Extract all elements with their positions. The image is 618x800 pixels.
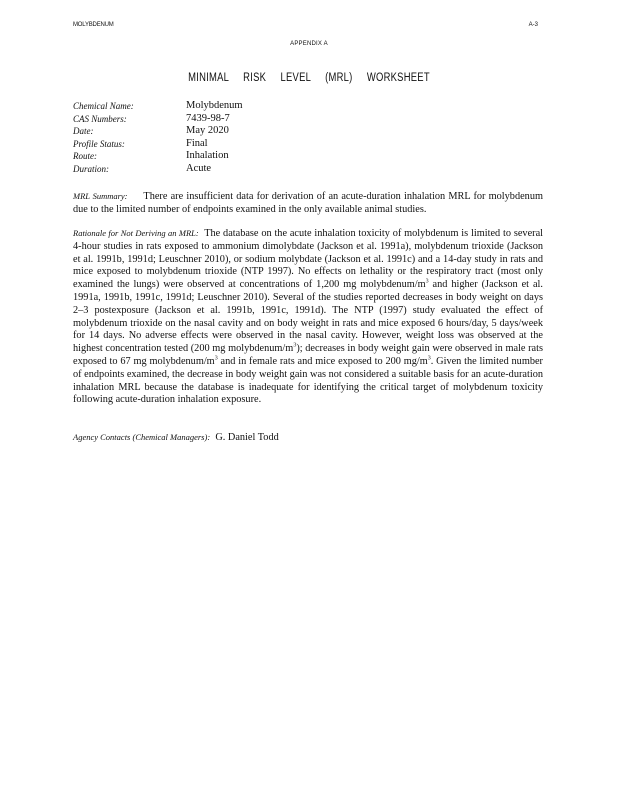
meta-row-status	[73, 138, 243, 151]
meta-label: Date:	[73, 126, 94, 137]
page-number: A-3	[528, 22, 538, 28]
meta-label: Profile Status:	[73, 138, 125, 149]
metadata-table	[73, 100, 243, 176]
meta-row-duration	[73, 163, 243, 176]
meta-value: Final	[186, 137, 208, 149]
rationale-label: Rationale for Not Deriving an MRL:	[73, 228, 199, 238]
rationale-paragraph	[73, 227, 543, 407]
meta-value: Acute	[186, 162, 212, 174]
rationale-text-2: and higher (Jackson et al. 1991a, 1991b, 1991c, 1991d; Leuschner 2010). Several of the studies reported decreases in body weight on days 2–3 postexposure (Jackson et al. 1991b, 1991c, 1991d). The NTP (1997) study evaluated the effect of molybdenum trioxide on the nasal cavity and on body weight in rats and mice exposed 6 hours/day, 5 days/week for 14 days. No adverse effects were observed in the nasal cavity. However, weight loss was observed at the highest concentration tested (200 mg molybdenum/m	[73, 279, 543, 355]
meta-row-date	[73, 125, 243, 138]
meta-label: Route:	[73, 151, 97, 162]
rationale-text-5: . Given the limited number of endpoints examined, the decrease in body weight gain was not considered a suitable basis for an acute-duration inhalation MRL because the database is inadequate for identifying the critical target of molybdenum toxicity following acute-duration inhalation exposure.	[73, 355, 543, 406]
meta-label: Duration:	[73, 163, 109, 174]
rationale-text-3: ); decreases in body weight gain were observed in male rats exposed to 67 mg molybdenum/m	[73, 343, 543, 367]
summary-text: There are insufficient data for derivation of an acute-duration inhalation MRL for molybdenum due to the limited number of endpoints examined in the only available animal studies.	[73, 191, 543, 215]
rationale-text-1: The database on the acute inhalation toxicity of molybdenum is limited to several 4-hour studies in rats exposed to ammonium dimolybdate (Jackson et al. 1991a), molybdenum trioxide (Jackson et al. 1991b, 1991d; Leuschner 2010), or sodium molybdate (Jackson et al. 1991c) and a 14-day study in rats and mice exposed to molybdenum trioxide (NTP 1997). No effects on lethality or the respiratory tract (most only examined the lungs) were observed at concentrations of 1,200 mg molybdenum/m	[73, 228, 544, 291]
meta-row-chemical	[73, 100, 243, 113]
meta-value: 7439-98-7	[186, 112, 230, 124]
superscript: 3	[214, 355, 218, 362]
meta-label: CAS Numbers:	[73, 113, 127, 124]
appendix-label: APPENDIX A	[290, 41, 328, 47]
mrl-summary	[73, 190, 543, 217]
meta-value: Inhalation	[186, 150, 229, 162]
meta-label: Chemical Name:	[73, 101, 134, 111]
summary-label: MRL Summary:	[73, 191, 128, 201]
rationale-text-4: and in female rats and mice exposed to 200 mg/m	[217, 355, 428, 367]
meta-row-cas	[73, 113, 243, 126]
meta-value: May 2020	[186, 125, 229, 137]
agency-value: G. Daniel Todd	[215, 432, 279, 443]
meta-row-route	[73, 150, 243, 163]
superscript: 3	[293, 342, 297, 349]
meta-value: Molybdenum	[186, 100, 243, 111]
superscript: 3	[425, 278, 429, 285]
running-header-title: MOLYBDENUM	[73, 22, 114, 28]
worksheet-title: MINIMAL RISK LEVEL (MRL) WORKSHEET	[188, 72, 430, 84]
superscript: 3	[427, 355, 431, 362]
agency-contacts	[73, 432, 279, 443]
agency-label: Agency Contacts (Chemical Managers):	[73, 432, 211, 442]
